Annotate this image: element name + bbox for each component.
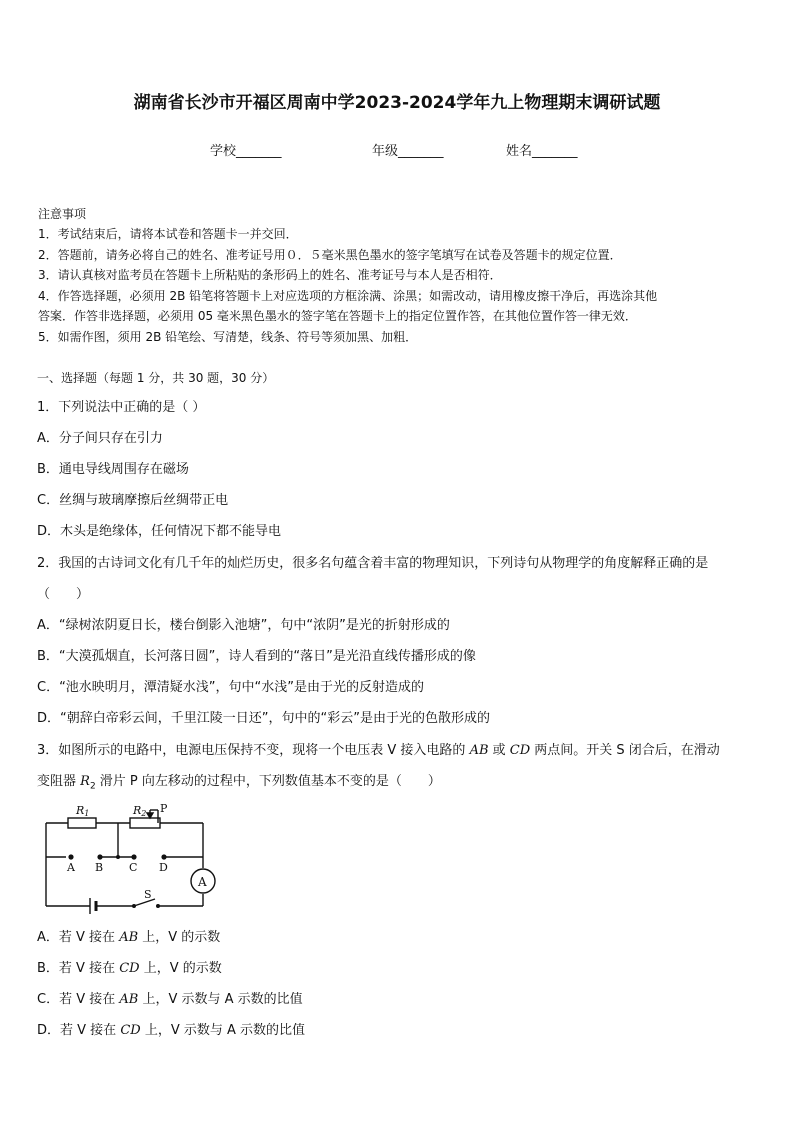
r1-label: R [76,804,85,817]
notes-heading: 注意事项 [38,207,87,221]
q2-option-c: C．“池水映明月，潭清疑水浅”，句中“水浅”是由于光的反射造成的 [37,680,425,695]
section-heading: 一、选择题（每题 1 分，共 30 题，30 分） [37,371,275,385]
circuit-diagram [38,800,228,918]
q2-option-d: D．“朝辞白帝彩云间，千里江陵一日还”，句中的“彩云”是由于光的色散形成的 [37,711,490,726]
q2-option-b: B．“大漠孤烟直，长河落日圆”，诗人看到的“落日”是光沿直线传播形成的像 [37,649,476,664]
point-c-label: C [129,861,138,874]
q1-option-a: A．分子间只存在引力 [37,431,163,446]
question-3-stem-cont: 变阻器 $R_2$ 滑片 P 向左移动的过程中，下列数值基本不变的是（ ） [37,774,441,792]
question-1-stem: 1．下列说法中正确的是（ ） [37,400,206,415]
point-b-label: B [95,861,104,874]
r2-label: R [133,804,142,817]
switch-s-label: S [144,888,152,901]
q1-option-d: D．木头是绝缘体，任何情况下都不能导电 [37,524,282,539]
note-item: 4．作答选择题，必须用 2B 铅笔将答题卡上对应选项的方框涂满、涂黑；如需改动，请用橡皮擦干净后，再选涂其他 [38,289,658,303]
q3-option-d: D．若 V 接在 CD 上，V 示数与 A 示数的比值 [37,1023,306,1038]
slider-p-label: P [160,802,168,815]
question-2-stem: 2．我国的古诗词文化有几千年的灿烂历史，很多名句蕴含着丰富的物理知识，下列诗句从物理学的角度解释正确的是 [37,556,709,571]
q3-option-c: C．若 V 接在 AB 上，V 示数与 A 示数的比值 [37,992,303,1007]
svg-text:R1: R1 [76,804,90,818]
q1-option-c: C．丝绸与玻璃摩擦后丝绸带正电 [37,493,229,508]
grade-field: 年级_______ [372,144,444,159]
note-item: 2．答题前，请务必将自己的姓名、准考证号用０．５毫米黑色墨水的签字笔填写在试卷及答题卡的规定位置． [38,248,622,262]
note-item: 3．请认真核对监考员在答题卡上所粘贴的条形码上的姓名、准考证号与本人是否相符． [38,268,502,282]
q3-option-b: B．若 V 接在 CD 上，V 的示数 [37,961,222,976]
school-field: 学校_______ [210,144,282,159]
note-item: 1．考试结束后，请将本试卷和答题卡一并交回． [38,227,298,241]
svg-text:R2: R2 [133,804,147,818]
name-field: 姓名_______ [506,144,578,159]
q3-option-a: A．若 V 接在 AB 上，V 的示数 [37,930,221,945]
exam-title: 湖南省长沙市开福区周南中学2023-2024学年九上物理期末调研试题 [133,93,661,113]
point-a-label: A [67,861,75,874]
point-d-label: D [159,861,168,874]
q1-option-b: B．通电导线周围存在磁场 [37,462,189,477]
question-2-stem-cont: （ ） [37,587,90,602]
note-item: 5．如需作图，须用 2B 铅笔绘、写清楚，线条、符号等须加黑、加粗． [38,330,418,344]
ammeter-label: A [198,875,207,889]
note-item: 答案．作答非选择题，必须用 05 毫米黑色墨水的签字笔在答题卡上的指定位置作答，在其他位置作答一律无效． [38,309,637,323]
q2-option-a: A．“绿树浓阴夏日长，楼台倒影入池塘”，句中“浓阴”是光的折射形成的 [37,618,450,633]
question-3-stem: 3．如图所示的电路中，电源电压保持不变，现将一个电压表 V 接入电路的 AB 或 CD 两点间。开关 S 闭合后，在滑动 [37,743,720,758]
